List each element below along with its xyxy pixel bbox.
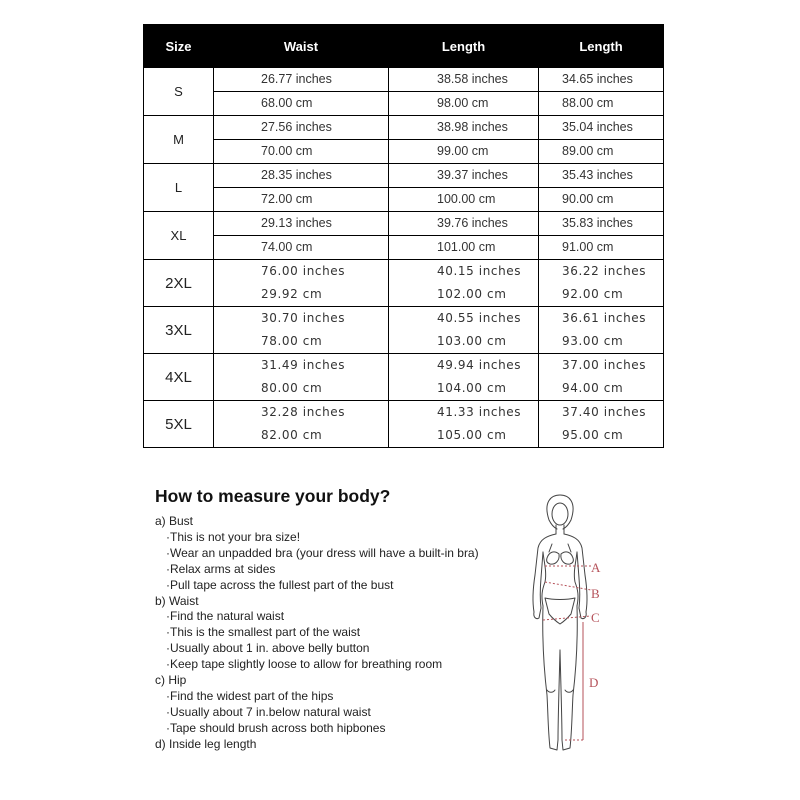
length-cell-2: [539, 164, 664, 212]
cm-value: 100.00 cm: [437, 192, 496, 206]
cm-value: 90.00 cm: [562, 192, 614, 206]
inches-value: 37.00 inches: [562, 358, 647, 372]
cm-value: 29.92 cm: [261, 287, 323, 301]
cm-value: 89.00 cm: [562, 144, 614, 158]
length-cell: [389, 68, 539, 116]
inches-value: 36.22 inches: [562, 264, 647, 278]
inches-value: 40.15 inches: [437, 264, 522, 278]
length-cell: [389, 164, 539, 212]
cm-value: 91.00 cm: [562, 240, 614, 254]
label-b: B: [591, 586, 600, 601]
table-row: [144, 260, 664, 307]
length-cell: [389, 307, 539, 354]
length-cell-2: [539, 354, 664, 401]
length-cell: [389, 212, 539, 260]
label-d: D: [589, 675, 599, 690]
length-cell: [389, 401, 539, 448]
cm-value: 92.00 cm: [562, 287, 624, 301]
guide-tip: ·Tape should brush across both hipbones: [166, 720, 386, 735]
inches-value: 76.00 inches: [261, 264, 346, 278]
body-measurement-figure: [505, 490, 625, 760]
label-a: A: [591, 560, 601, 575]
cm-value: 99.00 cm: [437, 144, 489, 158]
cm-value: 70.00 cm: [261, 144, 313, 158]
size-chart-table: [143, 24, 664, 448]
inches-value: 39.76 inches: [389, 212, 538, 236]
table-row: [144, 212, 664, 260]
size-cell: 3XL: [144, 307, 214, 354]
length-cell-2: [539, 307, 664, 354]
guide-tip: ·This is not your bra size!: [166, 529, 301, 544]
cm-value: 78.00 cm: [261, 334, 323, 348]
size-cell: S: [144, 68, 214, 116]
guide-tip: ·Find the natural waist: [166, 609, 285, 624]
table-row: [144, 116, 664, 164]
inches-value: 41.33 inches: [437, 405, 522, 419]
cm-value: 74.00 cm: [261, 240, 313, 254]
length-cell-2: [539, 260, 664, 307]
waist-cell: [214, 68, 389, 116]
length-cell: [389, 116, 539, 164]
size-cell: 4XL: [144, 354, 214, 401]
header-length: Length: [389, 25, 539, 68]
guide-tip: ·Relax arms at sides: [166, 561, 276, 576]
table-row: [144, 164, 664, 212]
guide-section-heading: c) Hip: [155, 673, 187, 688]
waist-cell: [214, 307, 389, 354]
inches-value: 30.70 inches: [261, 311, 346, 325]
inches-value: 40.55 inches: [437, 311, 522, 325]
guide-tip: ·Wear an unpadded bra (your dress will have a built-in bra): [166, 545, 479, 560]
inches-value: 26.77 inches: [214, 68, 388, 92]
size-cell: 2XL: [144, 260, 214, 307]
waist-cell: [214, 164, 389, 212]
table-row: [144, 68, 664, 116]
header-length-2: Length: [539, 25, 664, 68]
inches-value: 35.83 inches: [539, 212, 663, 236]
inches-value: 28.35 inches: [214, 164, 388, 188]
table-header-row: [144, 25, 664, 68]
inches-value: 29.13 inches: [214, 212, 388, 236]
inches-value: 39.37 inches: [389, 164, 538, 188]
table-row: [144, 307, 664, 354]
guide-title: How to measure your body?: [155, 486, 391, 506]
waist-cell: [214, 354, 389, 401]
cm-value: 105.00 cm: [437, 428, 507, 442]
inches-value: 35.04 inches: [539, 116, 663, 140]
length-cell: [389, 354, 539, 401]
guide-tip: ·Usually about 1 in. above belly button: [166, 641, 370, 656]
cm-value: 95.00 cm: [562, 428, 624, 442]
size-cell: 5XL: [144, 401, 214, 448]
cm-value: 94.00 cm: [562, 381, 624, 395]
size-cell: XL: [144, 212, 214, 260]
guide-tip: ·Keep tape slightly loose to allow for breathing room: [166, 657, 443, 672]
guide-section-heading: a) Bust: [155, 514, 194, 528]
inches-value: 31.49 inches: [261, 358, 346, 372]
header-size: Size: [144, 25, 214, 68]
inches-value: 38.58 inches: [389, 68, 538, 92]
table-row: [144, 401, 664, 448]
cm-value: 103.00 cm: [437, 334, 507, 348]
inches-value: 27.56 inches: [214, 116, 388, 140]
waist-cell: [214, 260, 389, 307]
inches-value: 37.40 inches: [562, 405, 647, 419]
inches-value: 38.98 inches: [389, 116, 538, 140]
table-row: [144, 354, 664, 401]
guide-section-heading: b) Waist: [155, 593, 199, 608]
guide-tip: ·This is the smallest part of the waist: [166, 625, 361, 640]
cm-value: 68.00 cm: [261, 96, 313, 110]
cm-value: 104.00 cm: [437, 381, 507, 395]
cm-value: 82.00 cm: [261, 428, 323, 442]
cm-value: 72.00 cm: [261, 192, 313, 206]
cm-value: 88.00 cm: [562, 96, 614, 110]
guide-section-heading: d) Inside leg length: [155, 736, 257, 751]
cm-value: 101.00 cm: [437, 240, 496, 254]
inches-value: 36.61 inches: [562, 311, 647, 325]
size-cell: L: [144, 164, 214, 212]
cm-value: 102.00 cm: [437, 287, 507, 301]
waist-cell: [214, 212, 389, 260]
cm-value: 80.00 cm: [261, 381, 323, 395]
inches-value: 34.65 inches: [539, 68, 663, 92]
waist-cell: [214, 116, 389, 164]
length-cell-2: [539, 68, 664, 116]
waist-line: [545, 582, 591, 590]
guide-tip: ·Pull tape across the fullest part of the bust: [166, 577, 394, 592]
guide-tip: ·Usually about 7 in.below natural waist: [166, 704, 371, 719]
header-waist: Waist: [214, 25, 389, 68]
cm-value: 98.00 cm: [437, 96, 489, 110]
label-c: C: [591, 610, 600, 625]
inches-value: 49.94 inches: [437, 358, 522, 372]
size-cell: M: [144, 116, 214, 164]
measurement-instructions: [155, 514, 479, 753]
inches-value: 32.28 inches: [261, 405, 346, 419]
length-cell-2: [539, 116, 664, 164]
length-cell-2: [539, 212, 664, 260]
inches-value: 35.43 inches: [539, 164, 663, 188]
waist-cell: [214, 401, 389, 448]
length-cell: [389, 260, 539, 307]
length-cell-2: [539, 401, 664, 448]
guide-tip: ·Find the widest part of the hips: [166, 688, 334, 703]
cm-value: 93.00 cm: [562, 334, 624, 348]
